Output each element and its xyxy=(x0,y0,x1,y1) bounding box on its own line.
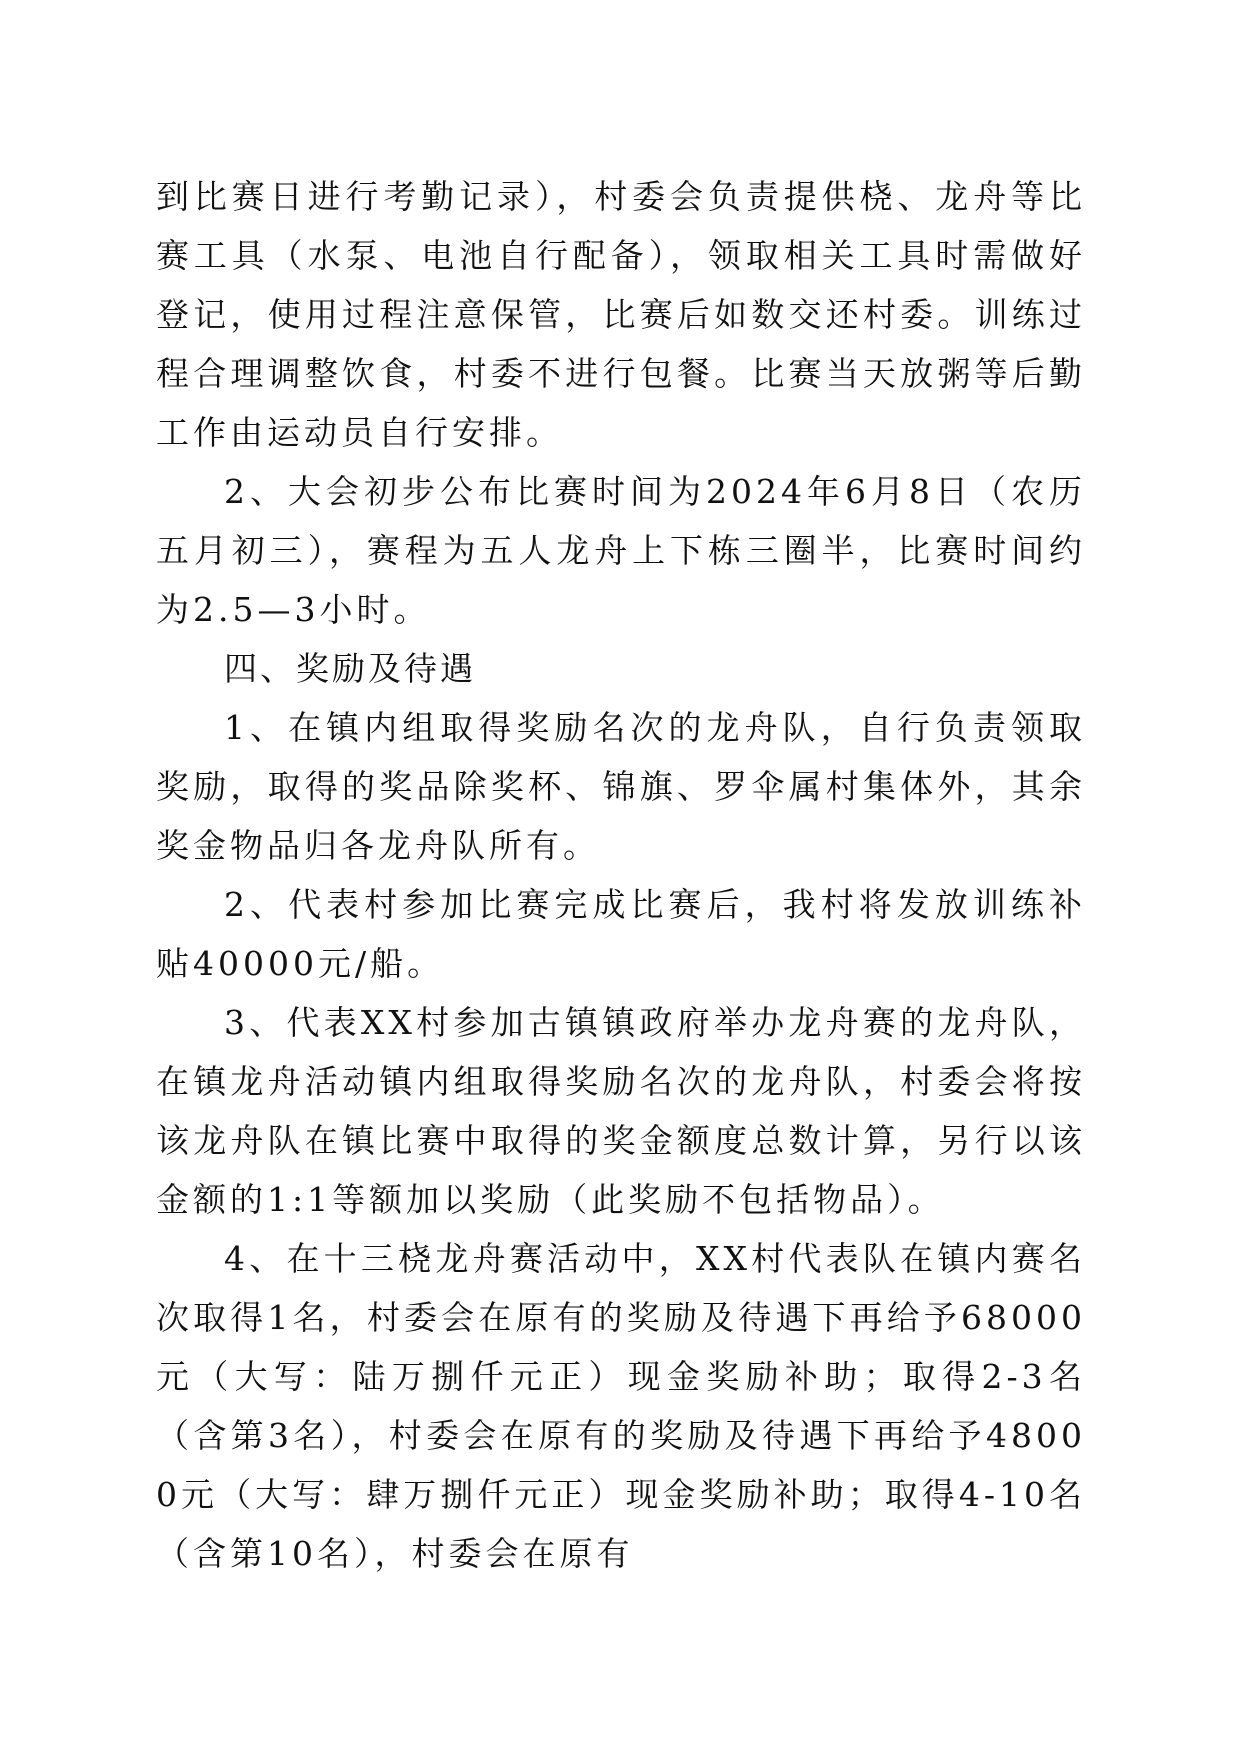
paragraph-training-subsidy: 2、代表村参加比赛完成比赛后，我村将发放训练补贴40000元/船。 xyxy=(156,885,1086,983)
paragraph-reward-collection: 1、在镇内组取得奖励名次的龙舟队，自行负责领取奖励，取得的奖品除奖杯、锦旗、罗伞属村集体外，其余奖金物品归各龙舟队所有。 xyxy=(156,708,1086,865)
document-body xyxy=(156,167,1086,1583)
paragraph-matching-bonus: 3、代表XX村参加古镇镇政府举办龙舟赛的龙舟队，在镇龙舟活动镇内组取得奖励名次的龙舟队，村委会将按该龙舟队在镇比赛中取得的奖金额度总数计算，另行以该金额的1:1等额加以奖励（此奖励不包括物品）。 xyxy=(156,1003,1086,1219)
section-heading-rewards: 四、奖励及待遇 xyxy=(224,649,476,688)
paragraph-ranking-bonus: 4、在十三桡龙舟赛活动中，XX村代表队在镇内赛名次取得1名，村委会在原有的奖励及待遇下再给予68000元（大写：陆万捌仟元正）现金奖励补助；取得2-3名（含第3名），村委会在原有的奖励及待遇下再给予48000元（大写：肆万捌仟元正）现金奖励补助；取得4-10名（含第10名），村委会在原有 xyxy=(156,1239,1086,1573)
paragraph-continued-logistics: 到比赛日进行考勤记录），村委会负责提供桡、龙舟等比赛工具（水泵、电池自行配备），领取相关工具时需做好登记，使用过程注意保管，比赛后如数交还村委。训练过程合理调整饮食，村委不进行包餐。比赛当天放粥等后勤工作由运动员自行安排。 xyxy=(156,177,1086,452)
paragraph-race-schedule: 2、大会初步公布比赛时间为2024年6月8日（农历五月初三），赛程为五人龙舟上下栋三圈半，比赛时间约为2.5—3小时。 xyxy=(156,472,1086,629)
